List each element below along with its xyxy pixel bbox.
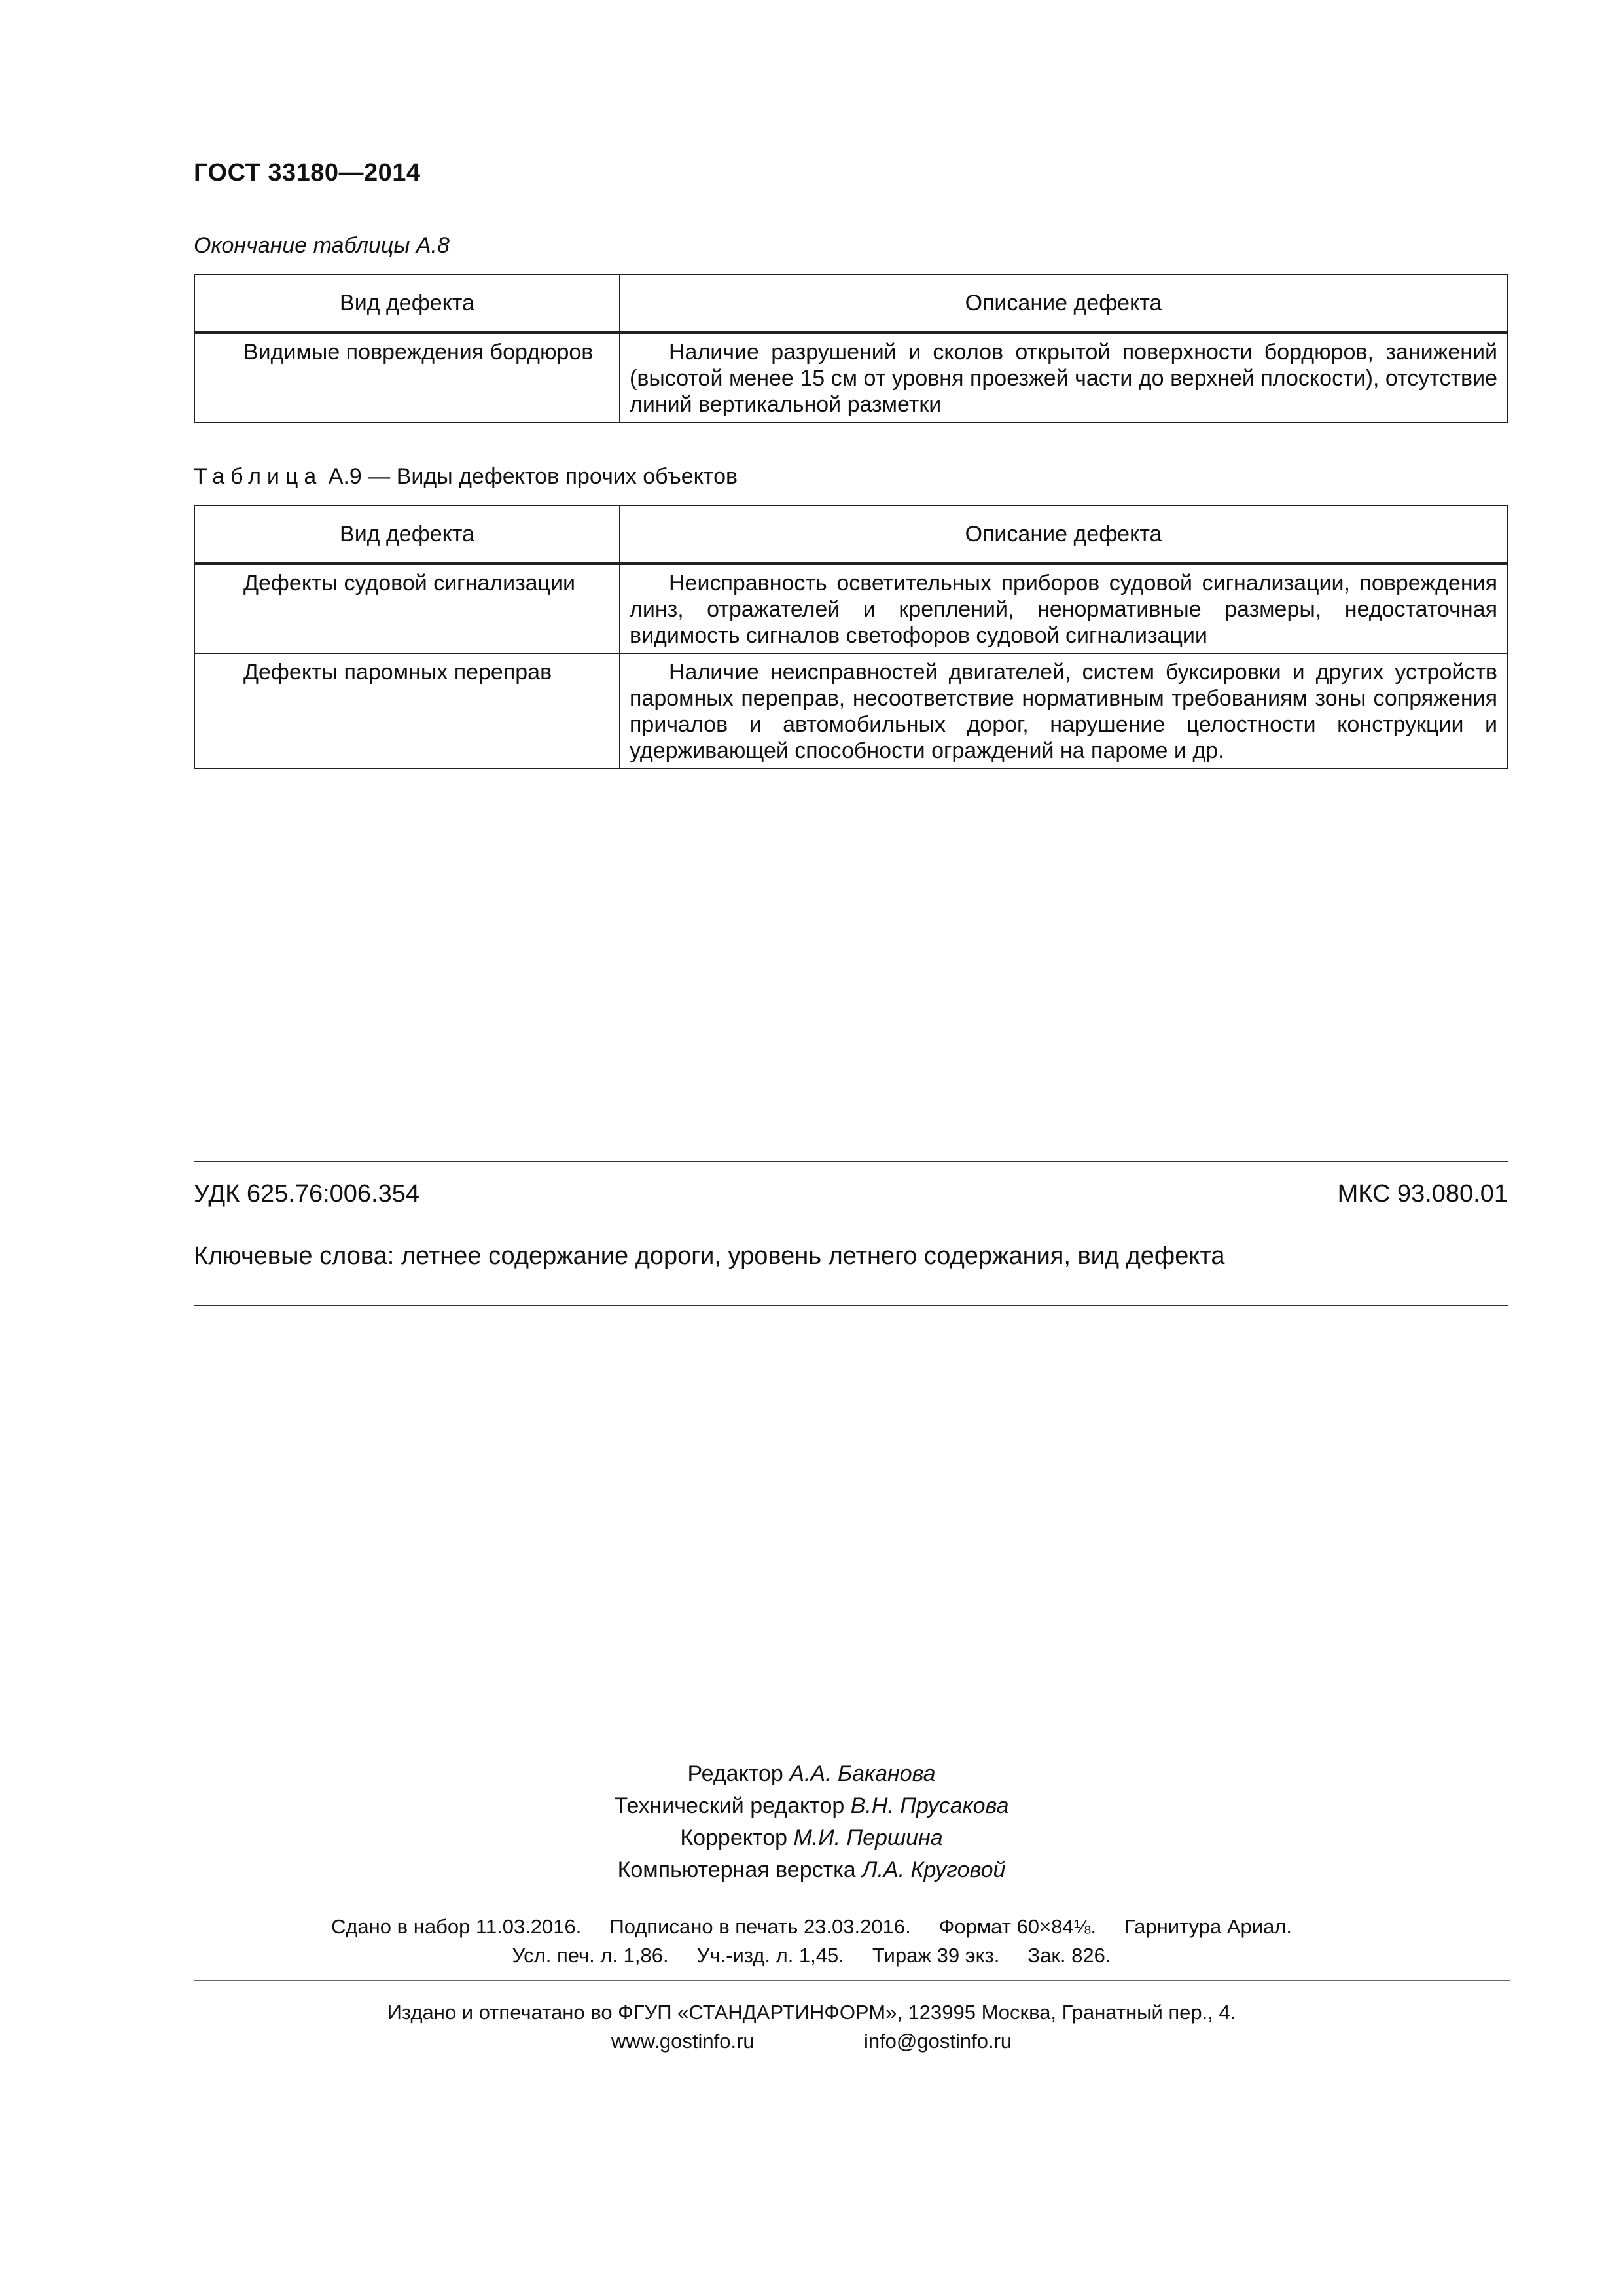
layout-line: [0, 1854, 1623, 1886]
editor-line: [0, 1758, 1623, 1790]
editor-label: Редактор: [687, 1761, 783, 1786]
column-header-type: Вид дефекта: [194, 274, 620, 332]
corrector-label: Корректор: [680, 1825, 788, 1850]
table-a8: [194, 274, 1508, 423]
defect-description-cell: Наличие неисправностей двигателей, систем буксировки и других устройств паромных переправ, несоответствие нормативным требованиям зоны сопряжения причалов и автомобильных дорог, нарушение целостности конструкции и удерживающей способности ограждений на пароме и др.: [620, 653, 1507, 768]
table-a9: [194, 505, 1508, 769]
table-title-text: А.9 — Виды дефектов прочих объектов: [328, 464, 738, 489]
divider: [194, 1161, 1508, 1162]
editor-name: А.А. Баканова: [789, 1761, 936, 1786]
corrector-name: М.И. Першина: [793, 1825, 943, 1850]
table-row: [194, 564, 1507, 653]
table-label: Таблица: [194, 464, 323, 489]
defect-type-cell: Дефекты судовой сигнализации: [194, 564, 620, 653]
table-header-row: [194, 505, 1507, 564]
corrector-line: [0, 1822, 1623, 1854]
table-a8-caption: Окончание таблицы А.8: [194, 233, 450, 258]
table-row: [194, 332, 1507, 422]
column-header-type: Вид дефекта: [194, 505, 620, 564]
udk-code: УДК 625.76:006.354: [194, 1180, 420, 1208]
imprint-line-1: Сдано в набор 11.03.2016. Подписано в печать 23.03.2016. Формат 60×84⅛. Гарнитура Ариал.: [330, 1915, 1293, 1938]
keywords: Ключевые слова: летнее содержание дороги, уровень летнего содержания, вид дефекта: [194, 1242, 1225, 1270]
table-header-row: [194, 274, 1507, 332]
divider: [194, 1980, 1510, 1981]
defect-type-cell: Дефекты паромных переправ: [194, 653, 620, 768]
tech-editor-label: Технический редактор: [614, 1793, 845, 1818]
column-header-description: Описание дефекта: [620, 505, 1507, 564]
tech-editor-line: [0, 1790, 1623, 1822]
table-a9-title: [194, 464, 738, 490]
contacts-line: [0, 2030, 1623, 2053]
divider: [194, 1305, 1508, 1306]
website-link[interactable]: www.gostinfo.ru: [611, 2030, 755, 2053]
layout-name: Л.А. Круговой: [862, 1857, 1006, 1882]
mks-code: МКС 93.080.01: [1337, 1180, 1508, 1208]
table-row: [194, 653, 1507, 768]
email-link[interactable]: info@gostinfo.ru: [863, 2030, 1012, 2053]
imprint-line-2: Усл. печ. л. 1,86. Уч.-изд. л. 1,45. Тираж 39 экз. Зак. 826.: [512, 1944, 1111, 1967]
layout-label: Компьютерная верстка: [617, 1857, 856, 1882]
defect-description-cell: Наличие разрушений и сколов открытой поверхности бордюров, занижений (высотой менее 15 см от уровня проезжей части до верхней плоскости), отсутствие линий вертикальной разметки: [620, 332, 1507, 422]
defect-description-cell: Неисправность осветительных приборов судовой сигнализации, повреждения линз, отражателей и креплений, ненормативные размеры, недостаточная видимость сигналов светофоров судовой сигнализации: [620, 564, 1507, 653]
defect-type-cell: Видимые повреждения бордюров: [194, 332, 620, 422]
column-header-description: Описание дефекта: [620, 274, 1507, 332]
document-number: ГОСТ 33180—2014: [194, 159, 421, 187]
publisher-line: Издано и отпечатано во ФГУП «СТАНДАРТИНФОРМ», 123995 Москва, Гранатный пер., 4.: [387, 2001, 1236, 2024]
tech-editor-name: В.Н. Прусакова: [850, 1793, 1009, 1818]
